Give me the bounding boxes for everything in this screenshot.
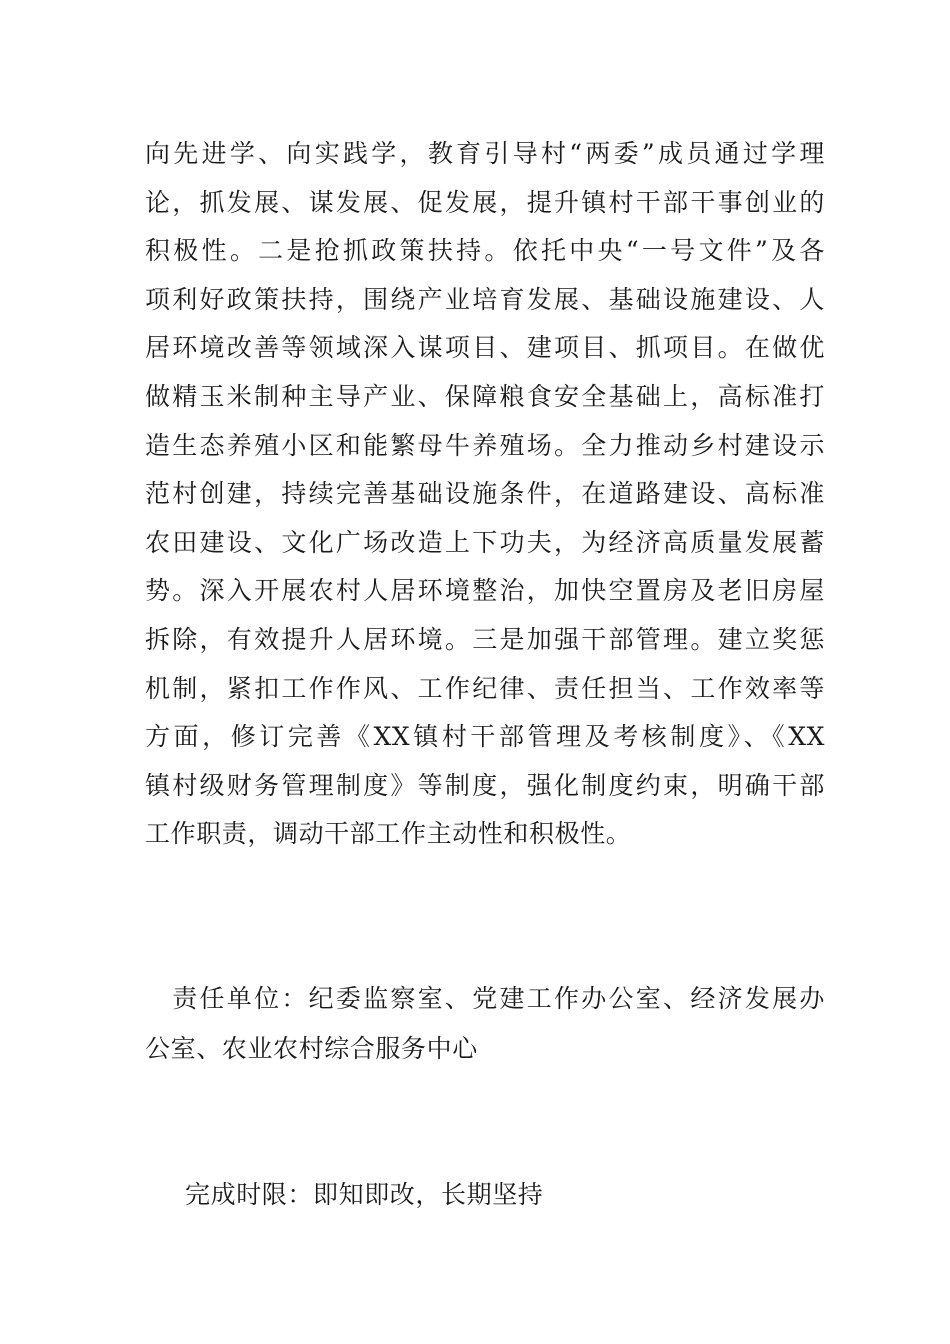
body-line: 工作职责，调动干部工作主动性和积极性。: [145, 819, 632, 849]
body-line: 积极性。二是抢抓政策扶持。依托中央“一号文件”及各: [145, 236, 825, 266]
body-paragraph: [145, 130, 825, 859]
body-line: 居环境改善等领域深入谋项目、建项目、抓项目。在做优: [145, 333, 825, 363]
body-line: 拆除，有效提升人居环境。三是加强干部管理。建立奖惩: [145, 624, 825, 654]
body-line: 范村创建，持续完善基础设施条件，在道路建设、高标准: [145, 479, 825, 509]
completion-deadline: 完成时限：即知即改，长期坚持: [185, 1180, 544, 1209]
body-line: 造生态养殖小区和能繁母牛养殖场。全力推动乡村建设示: [145, 430, 825, 460]
responsibility-line-2: 公室、农业农村综合服务中心: [145, 1034, 478, 1063]
body-line: 方面，修订完善《XX镇村干部管理及考核制度》、《XX: [145, 722, 825, 752]
body-line: 做精玉米制种主导产业、保障粮食安全基础上，高标准打: [145, 381, 825, 411]
body-line: 论，抓发展、谋发展、促发展，提升镇村干部干事创业的: [145, 187, 825, 217]
responsibility-line-1: 责任单位：纪委监察室、党建工作办公室、经济发展办: [145, 984, 825, 1013]
body-line: 势。深入开展农村人居环境整治，加快空置房及老旧房屋: [145, 576, 825, 606]
body-line: 项利好政策扶持，围绕产业培育发展、基础设施建设、人: [145, 284, 825, 314]
body-line: 镇村级财务管理制度》等制度，强化制度约束，明确干部: [145, 770, 825, 800]
body-line: 向先进学、向实践学，教育引导村“两委”成员通过学理: [145, 139, 825, 168]
body-line: 农田建设、文化广场改造上下功夫，为经济高质量发展蓄: [145, 527, 825, 557]
body-line: 机制，紧扣工作作风、工作纪律、责任担当、工作效率等: [145, 673, 825, 703]
responsibility-units: [145, 974, 825, 1074]
